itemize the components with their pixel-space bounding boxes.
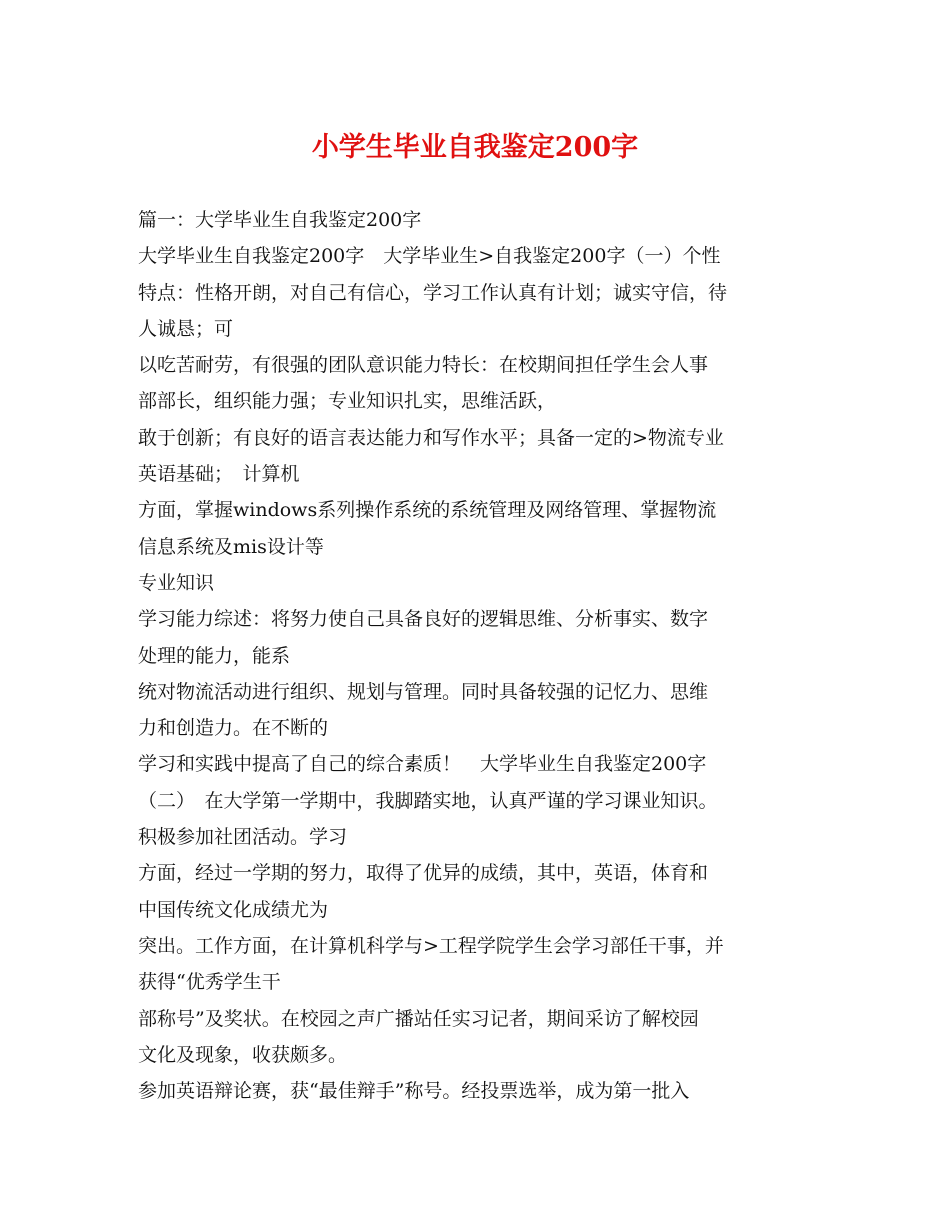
document-title: 小学生毕业自我鉴定200字 bbox=[311, 132, 639, 163]
text-line: 学习和实践中提高了自己的综合素质！ 大学毕业生自我鉴定200字 bbox=[138, 753, 707, 776]
text-line: 方面，经过一学期的努力，取得了优异的成绩，其中，英语，体育和 bbox=[138, 862, 709, 885]
text-line: 人诚恳；可 bbox=[138, 317, 234, 340]
text-line: 大学毕业生自我鉴定200字 大学毕业生>自我鉴定200字（一）个性 bbox=[138, 245, 721, 268]
text-line: 力和创造力。在不断的 bbox=[138, 717, 329, 740]
text-line: 文化及现象，收获颇多。 bbox=[138, 1043, 348, 1066]
text-line: 参加英语辩论赛，获“最佳辩手”称号。经投票选举，成为第一批入 bbox=[138, 1080, 690, 1103]
text-line: 方面，掌握windows系列操作系统的系统管理及网络管理、掌握物流 bbox=[138, 499, 717, 522]
text-line: 中国传统文化成绩尤为 bbox=[138, 898, 329, 921]
text-line: 部称号”及奖状。在校园之声广播站任实习记者，期间采访了解校园 bbox=[138, 1007, 699, 1030]
text-line: 突出。工作方面，在计算机科学与>工程学院学生会学习部任干事，并 bbox=[138, 934, 724, 957]
text-line: 部部长，组织能力强；专业知识扎实，思维活跃， bbox=[138, 390, 557, 413]
text-line: 篇一：大学毕业生自我鉴定200字 bbox=[138, 209, 422, 231]
text-line: 积极参加社团活动。学习 bbox=[138, 826, 348, 849]
text-line: 统对物流活动进行组织、规划与管理。同时具备较强的记忆力、思维 bbox=[138, 680, 709, 703]
text-line: （二） 在大学第一学期中，我脚踏实地，认真严谨的学习课业知识。 bbox=[138, 789, 718, 812]
text-line: 英语基础； 计算机 bbox=[138, 463, 300, 486]
text-line: 处理的能力，能系 bbox=[138, 644, 291, 667]
text-line: 特点：性格开朗，对自己有信心，学习工作认真有计划；诚实守信，待 bbox=[138, 281, 728, 304]
text-line: 以吃苦耐劳，有很强的团队意识能力特长：在校期间担任学生会人事 bbox=[138, 354, 709, 377]
text-line: 专业知识 bbox=[138, 571, 215, 594]
text-line: 获得“优秀学生干 bbox=[138, 971, 281, 994]
text-line: 敢于创新；有良好的语言表达能力和写作水平；具备一定的>物流专业 bbox=[138, 426, 724, 449]
text-line: 信息系统及mis设计等 bbox=[138, 535, 324, 558]
text-line: 学习能力综述：将努力使自己具备良好的逻辑思维、分析事实、数字 bbox=[138, 608, 709, 631]
document-body bbox=[138, 202, 818, 1109]
